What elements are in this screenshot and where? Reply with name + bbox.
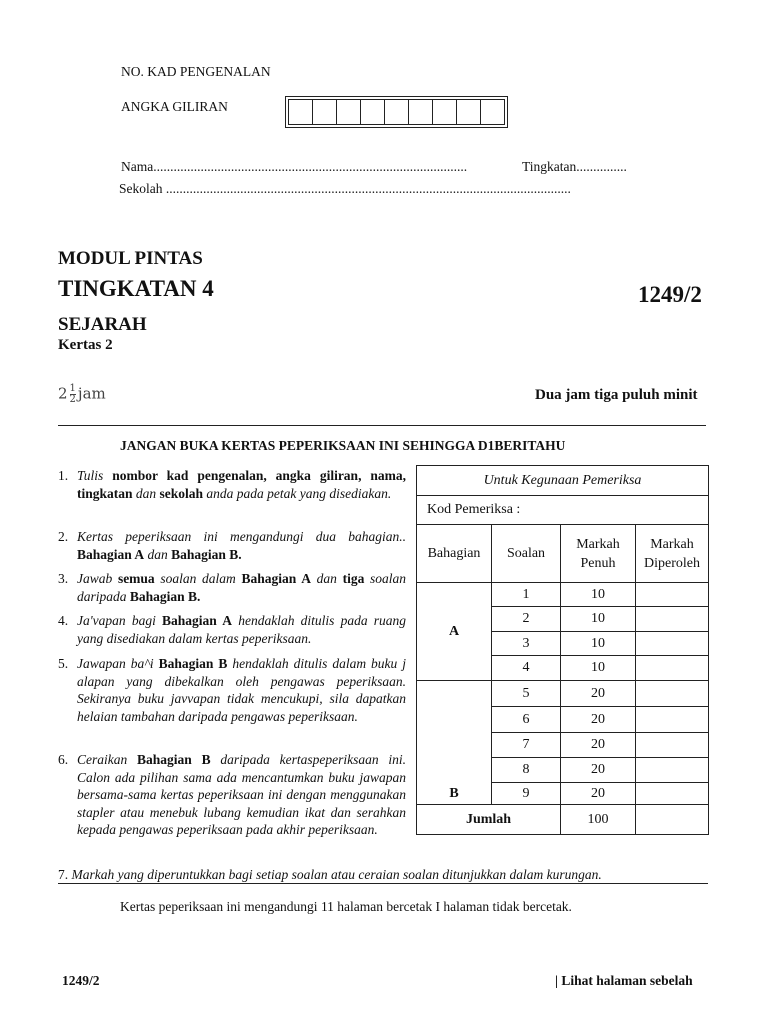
- text: Bahagian B: [137, 752, 211, 767]
- section-b: B: [417, 681, 492, 805]
- duration-text: Dua jam tiga puluh minit: [535, 387, 698, 403]
- text: Bahagian A: [77, 546, 145, 562]
- table-row: [417, 583, 709, 607]
- text: sekolah: [159, 485, 204, 501]
- instruction-6: [58, 751, 406, 839]
- examiner-table: [416, 465, 709, 835]
- digit-box[interactable]: [480, 99, 505, 125]
- modul-title: MODUL PINTAS: [58, 248, 203, 269]
- text: hendaklah ditulis dalam buku j alapan yang dibekalkan oleh pengawas peperiksaan. Sekiranya buku javvapan tidak mencukupi, sila dapatkan helaian tambahan daripada pengawas peperiksaan.: [77, 656, 407, 724]
- col-bahagian: Bahagian: [417, 525, 492, 583]
- diperoleh-cell[interactable]: [636, 707, 709, 733]
- penuh-cell: 10: [561, 656, 636, 681]
- diperoleh-cell[interactable]: [636, 758, 709, 783]
- text: Ceraikan: [77, 752, 128, 767]
- col-diperoleh: Markah Diperoleh: [636, 525, 709, 583]
- diperoleh-cell[interactable]: [636, 783, 709, 805]
- item-number: 2.: [58, 529, 69, 544]
- digit-box[interactable]: [408, 99, 433, 125]
- kod-pemeriksa[interactable]: Kod Pemeriksa :: [417, 496, 709, 525]
- text: tiga: [342, 571, 365, 586]
- duration-whole: 2: [58, 384, 68, 403]
- footer-next-page: | Lihat halaman sebelah: [555, 973, 693, 988]
- text: Bahagian B.: [171, 546, 242, 562]
- soalan-cell: 7: [492, 733, 561, 758]
- text: dan: [316, 571, 337, 586]
- text: dan: [135, 485, 157, 501]
- diperoleh-cell[interactable]: [636, 607, 709, 632]
- soalan-cell: 1: [492, 583, 561, 607]
- instruction-4: [58, 612, 406, 647]
- page-count-note: Kertas peperiksaan ini mengandungi 11 halaman bercetak I halaman tidak bercetak.: [120, 899, 572, 914]
- divider: [58, 883, 708, 884]
- item-number: 6.: [58, 752, 69, 767]
- penuh-cell: 10: [561, 607, 636, 632]
- soalan-cell: 8: [492, 758, 561, 783]
- diperoleh-cell[interactable]: [636, 583, 709, 607]
- jumlah-diperoleh[interactable]: [636, 805, 709, 835]
- text: daripada kertaspeperiksaan ini. Calon ada pilihan sama ada mencantumkan buku jawapan bersama-sama kertas peperiksaan ini dengan menggunakan stapler atau menebuk lubang kemudian ikat dan serahkan kepada pengawas peperiksaan pada akhir peperiksaan.: [77, 752, 407, 837]
- soalan-cell: 2: [492, 607, 561, 632]
- penuh-cell: 10: [561, 583, 636, 607]
- text: Bahagian A: [162, 613, 232, 628]
- digit-box[interactable]: [336, 99, 361, 125]
- paper-code: 1249/2: [638, 282, 702, 307]
- footer-code: 1249/2: [62, 973, 100, 988]
- penuh-cell: 10: [561, 632, 636, 656]
- text: dan: [147, 546, 168, 562]
- text: soalan dalam: [160, 571, 236, 586]
- jumlah-value: 100: [561, 805, 636, 835]
- diperoleh-cell[interactable]: [636, 681, 709, 707]
- instruction-5: [58, 655, 406, 725]
- text: Jawab: [77, 571, 113, 586]
- text: Tulis: [77, 468, 104, 483]
- text: hendaklah ditulis pada ruang yang disediakan dalam kertas peperiksaan.: [77, 613, 407, 646]
- divider: [58, 425, 706, 426]
- diperoleh-cell[interactable]: [636, 656, 709, 681]
- soalan-cell: 4: [492, 656, 561, 681]
- digit-box[interactable]: [432, 99, 457, 125]
- digit-box[interactable]: [312, 99, 337, 125]
- text: Kertas peperiksaan ini mengandungi dua bahagian..: [77, 529, 406, 544]
- instruction-7: [58, 866, 708, 884]
- text: nombor kad pengenalan, angka giliran, nama, tingkatan: [77, 468, 406, 501]
- angka-giliran-label: ANGKA GILIRAN: [121, 99, 228, 114]
- penuh-cell: 20: [561, 783, 636, 805]
- section-a: A: [417, 583, 492, 681]
- text: Bahagian B: [158, 656, 228, 671]
- diperoleh-cell[interactable]: [636, 632, 709, 656]
- instruction-2: [58, 528, 406, 563]
- text: anda pada petak yang disediakan.: [206, 485, 392, 501]
- subject-title: SEJARAH: [58, 314, 147, 335]
- kertas-label: Kertas 2: [58, 337, 113, 353]
- penuh-cell: 20: [561, 758, 636, 783]
- penuh-cell: 20: [561, 707, 636, 733]
- text: semua: [117, 571, 155, 586]
- duration-fraction: [58, 384, 106, 405]
- text: Jawapan ba^i: [77, 656, 154, 671]
- sekolah-field[interactable]: Sekolah ........................................................................................................................: [119, 181, 571, 196]
- total-row: [417, 805, 709, 835]
- instruction-1: [58, 467, 406, 502]
- tingkatan-title: TINGKATAN 4: [58, 276, 214, 301]
- item-number: 3.: [58, 571, 69, 586]
- nama-field[interactable]: Nama.............................................................................................: [121, 159, 468, 174]
- item-number: 7.: [58, 867, 69, 882]
- soalan-cell: 9: [492, 783, 561, 805]
- table-title: Untuk Kegunaan Pemeriksa: [417, 466, 709, 496]
- text: Ja'vapan bagi: [77, 613, 156, 628]
- jumlah-label: Jumlah: [417, 805, 561, 835]
- instruction-3: [58, 570, 406, 605]
- penuh-cell: 20: [561, 681, 636, 707]
- diperoleh-cell[interactable]: [636, 733, 709, 758]
- item-number: 4.: [58, 613, 69, 628]
- tingkatan-field[interactable]: Tingkatan...............: [522, 159, 627, 174]
- duration-unit: jam: [77, 384, 106, 403]
- text: soalan daripada: [77, 571, 407, 604]
- soalan-cell: 5: [492, 681, 561, 707]
- kad-pengenalan-label: NO. KAD PENGENALAN: [121, 64, 271, 79]
- item-number: 5.: [58, 656, 69, 671]
- warning-text: JANGAN BUKA KERTAS PEPERIKSAAN INI SEHINGGA D1BERITAHU: [120, 438, 566, 453]
- table-row: [417, 681, 709, 707]
- digit-box[interactable]: [288, 99, 313, 125]
- soalan-cell: 3: [492, 632, 561, 656]
- text: Markah yang diperuntukkan bagi setiap soalan atau ceraian soalan ditunjukkan dalam kurungan.: [71, 867, 602, 882]
- angka-giliran-boxes[interactable]: [285, 96, 508, 128]
- item-number: 1.: [58, 468, 69, 483]
- text: Bahagian B.: [129, 588, 201, 604]
- duration-den: 2: [69, 394, 76, 405]
- soalan-cell: 6: [492, 707, 561, 733]
- penuh-cell: 20: [561, 733, 636, 758]
- digit-box[interactable]: [360, 99, 385, 125]
- digit-box[interactable]: [384, 99, 409, 125]
- col-soalan: Soalan: [492, 525, 561, 583]
- duration-num: 1: [69, 383, 76, 394]
- digit-box[interactable]: [456, 99, 481, 125]
- text: Bahagian A: [241, 571, 311, 586]
- col-penuh: Markah Penuh: [561, 525, 636, 583]
